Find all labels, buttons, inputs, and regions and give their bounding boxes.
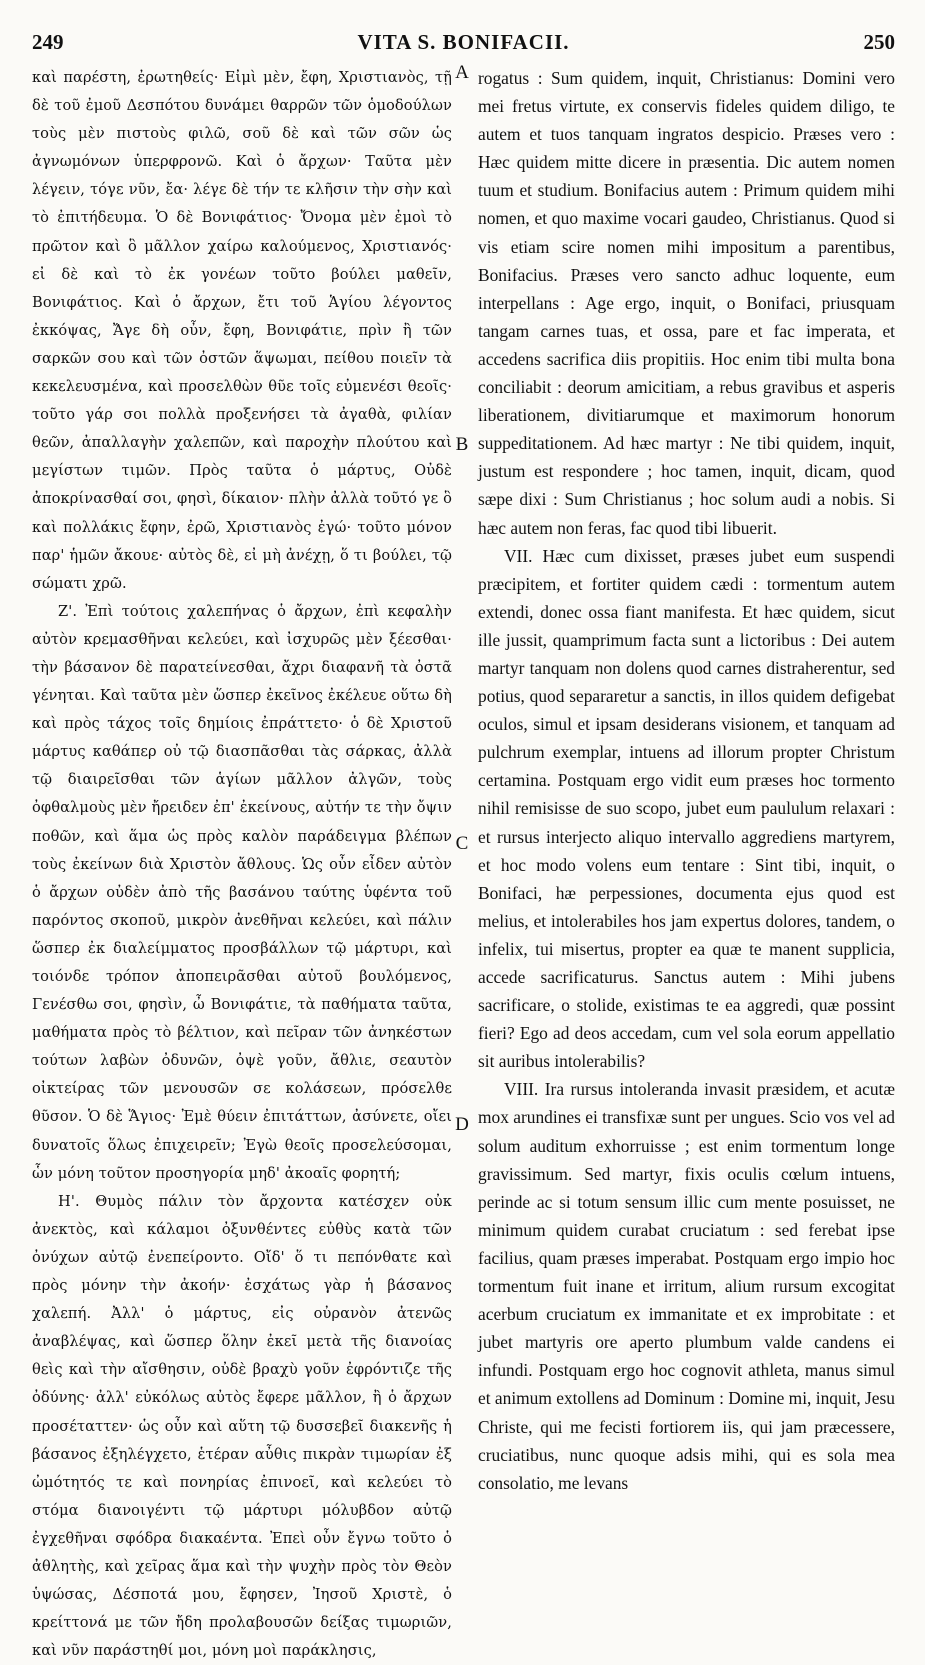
latin-paragraph-1: rogatus : Sum quidem, inquit, Christianus: Domini vero mei fretus virtute, ex conservis fideles quidem diligo, te autem et tuos tanquam ingratos despicio. Præses vero : Hæc quidem mitte dicere in præsentia. Dic autem nomen tuum et studium. Bonifacius autem : Primum quidem mihi nomen, et quo maxime vocari gaudeo, Christianus. Quod si vis etiam scire nomen mihi impositum a parentibus, Bonifacius. Præses vero sancto adhuc loquente, eum interpellans : Age ergo, inquit, o Bonifaci, priusquam tangam carnes tuas, et ossa, pare et fac imperata, et accedens sacrifica diis propitiis. Hoc enim tibi multa bona conciliabit : deorum amicitiam, a rebus gravibus et asperis liberationem, divitiarumque et maximorum honorum suppeditationem. Ad hæc martyr : Ne tibi quidem, inquit, justum est respondere ; hoc tamen, inquit, dicam, quod sæpe dixi : Sum Christianus ; hoc solum audi a nobis. Si hæc autem non feras, fac quod tibi libuerit.: [478, 68, 895, 538]
page-number-left: 249: [32, 30, 64, 54]
greek-paragraph-7: Ζ'. Ἐπὶ τούτοις χαλεπήνας ὁ ἄρχων, ἐπὶ κεφαλὴν αὐτὸν κρεμασθῆναι κελεύει, καὶ ἰσχυρῶς μὲν ξέεσθαι· τὴν βάσανον δὲ παρατείνεσθαι, ἄχρι διαφανῆ τὰ ὀστᾶ γένηται. Καὶ ταῦτα μὲν ὥσπερ ἐκεῖνος ἐκέλευε οὕτω δὴ καὶ πρὸς τάχος τοῖς δημίοις ἐπράττετο· ὁ δὲ Χριστοῦ μάρτυς καθάπερ οὐ τῷ διασπᾶσθαι τὰς σάρκας, ἀλλὰ τῷ διαιρεῖσθαι τῶν ἁγίων μᾶλλον ἀλγῶν, τοὺς ὀφθαλμοὺς μὲν ἤρειδεν ἐπ' ἐκείνους, αὐτήν τε τὴν ὄψιν ποθῶν, καὶ ἅμα ὡς πρὸς καλὸν παράδειγμα βλέπων τοὺς ἐκείνων διὰ Χριστὸν ἄθλους. Ὡς οὖν εἶδεν αὐτὸν ὁ ἄρχων οὐδὲν ἀπὸ τῆς βασάνου ταύτης ὑφέντα τοῦ παρόντος σκοποῦ, μικρὸν ἀνεθῆναι κελεύει, καὶ πάλιν ὥσπερ ἐκ διαλείμματος προσβάλλων τῷ μάρτυρι, καὶ τοιόνδε τρόπον ἀποπειρᾶσθαι αὐτοῦ βουλόμενος, Γενέσθω σοι, φησὶν, ὦ Βονιφάτιε, τὰ παθήματα ταῦτα, μαθήματα πρὸς τὸ βέλτιον, καὶ πεῖραν τῶν ἀνηκέστων τούτων λαβὼν ὀδυνῶν, ὀψὲ γοῦν, ἄθλιε, σεαυτὸν οἰκτείρας τῶν μενουσῶν σε κολάσεων, πρόσελθε θῦσον. Ὁ δὲ Ἅγιος· Ἐμὲ θύειν ἐπιτάττων, ἀσύνετε, οἴει δυνατοῖς ὅλως ἐπιχειρεῖν; Ἐγὼ θεοῖς προσελεύσομαι, ὧν μόνη τοῦτον προσηγορία μηδ' ἀκοαῖς φορητή;: [32, 602, 452, 1182]
running-title: VITA S. BONIFACII.: [357, 30, 570, 54]
section-marker-c: C: [455, 833, 469, 854]
section-marker-d: D: [455, 1114, 469, 1135]
running-header: [32, 30, 895, 60]
latin-column: [478, 64, 895, 1497]
greek-paragraph-8: Η'. Θυμὸς πάλιν τὸν ἄρχοντα κατέσχεν οὐκ ἀνεκτὸς, καὶ κάλαμοι ὀξυνθέντες εὐθὺς κατὰ τῶν ὀνύχων αὐτῷ ἐνεπείροντο. Οἴδ' ὅ τι πεπόνθατε καὶ πρὸς μόνην τὴν ἀκοήν· ἐσχάτως γὰρ ἡ βάσανος χαλεπή. Ἀλλ' ὁ μάρτυς, εἰς οὐρανὸν ἀτενῶς ἀναβλέψας, καὶ ὥσπερ ὅλην ἐκεῖ μετὰ τῆς διανοίας θεὶς καὶ τὴν αἴσθησιν, οὐδὲ βραχὺ γοῦν ἐφρόντιζε τῆς ὀδύνης· ἀλλ' εὐκόλως αὐτὸς ἔφερε μᾶλλον, ἢ ὁ ἄρχων προσέταττεν· ὡς οὖν καὶ αὕτη τῷ δυσσεβεῖ διακενῆς ἡ βάσανος ἐξηλέγχετο, ἑτέραν αὖθις πικρὰν τιμωρίαν ἐξ ὠμότητός τε καὶ πονηρίας ἐπινοεῖ, καὶ κελεύει τὸ στόμα διανοιγέντι τῷ μάρτυρι μόλυβδον αὐτῷ ἐγχεθῆναι σφόδρα διακαέντα. Ἐπεὶ οὖν ἔγνω τοῦτο ὁ ἀθλητὴς, καὶ χεῖρας ἅμα καὶ τὴν ψυχὴν πρὸς τὸν Θεὸν ὑψώσας, Δέσποτά μου, ἔφησεν, Ἰησοῦ Χριστὲ, ὁ κρείττονά με τῶν ἤδη προλαβουσῶν δείξας τιμωριῶν, καὶ νῦν παράστηθί μοι, μόνη μοὶ παράκλησις,: [32, 1192, 452, 1660]
greek-paragraph-1: καὶ παρέστη, ἐρωτηθείς· Εἰμὶ μὲν, ἔφη, Χριστιανὸς, τῇ δὲ τοῦ ἐμοῦ Δεσπότου δυνάμει θαρρῶν τῶν ὁμοδούλων τοὺς μὲν πιστοὺς φιλῶ, σοῦ δὲ καὶ τῶν σῶν ὡς ἀγνωμόνων ὑπερφρονῶ. Καὶ ὁ ἄρχων· Ταῦτα μὲν λέγειν, τόγε νῦν, ἔα· λέγε δὲ τήν τε κλῆσιν τὴν σὴν καὶ τὸ ἐπιτήδευμα. Ὁ δὲ Βονιφάτιος· Ὄνομα μὲν ἐμοὶ τὸ πρῶτον καὶ ὃ μᾶλλον χαίρω καλούμενος, Χριστιανός· εἰ δὲ καὶ τὸ ἐκ γονέων τοῦτο βούλει μαθεῖν, Βονιφάτιος. Καὶ ὁ ἄρχων, ἔτι τοῦ Ἁγίου λέγοντος ἐκκόψας, Ἄγε δὴ οὖν, ἔφη, Βονιφάτιε, πρὶν ἢ τῶν σαρκῶν σου καὶ τῶν ὀστῶν ἅψωμαι, πείθου ποιεῖν τὰ κεκελευσμένα, καὶ προσελθὼν θῦε τοῖς εὐμενέσι θεοῖς· τοῦτο γάρ σοι πολλὰ προξενήσει τὰ ἀγαθὰ, φιλίαν θεῶν, ἀπαλλαγὴν χαλεπῶν, καὶ παροχὴν πλούτου καὶ μεγίστων τιμῶν. Πρὸς ταῦτα ὁ μάρτυς, Οὐδὲ ἀποκρίνασθαί σοι, φησὶ, δίκαιον· πλὴν ἀλλὰ τοῦτό γε ὃ καὶ πολλάκις ἔφην, ἐρῶ, Χριστιανὸς ἐγώ· τοῦτο μόνον παρ' ἡμῶν ἄκουε· αὐτὸς δὲ, εἰ μὴ ἀνέχῃ, ὅ τι βούλει, τῷ σώματι χρῶ.: [32, 69, 452, 592]
section-marker-b: B: [455, 434, 469, 455]
latin-paragraph-7: VII. Hæc cum dixisset, præses jubet eum suspendi præcipitem, et fortiter quidem cædi : tormentum autem extendi, donec ossa fiant manifesta. Et hæc quidem, sicut ille jussit, quamprimum facta sunt a lictoribus : Dei autem martyr tanquam non dolens quod carnes distraherentur, sed potius, quod separaretur a sanctis, in illos quidem defigebat oculos, simul et ipsam desiderans visionem, et tanquam ad pulchrum exemplar, intuens ad illorum propter Christum certamina. Postquam ergo vidit eum præses hoc tormento nihil remisisse de suo scopo, jubet eum paululum relaxari : et rursus interjecto aliquo intervallo aggrediens martyrem, et hoc modo volens eum tentare : Sint tibi, inquit, o Bonifaci, hæ perpessiones, documenta ejus quod est melius, et intolerabiles hos jam expertus dolores, tandem, o infelix, tui misertus, propter ea quæ te manent supplicia, accede sacrificaturus. Sanctus autem : Mihi jubens sacrificare, o stolide, existimas te ea aggredi, quæ possint fieri? Ego ad deos accedam, cum vel sola eorum appellatio sit auribus intolerabilis?: [478, 545, 895, 1072]
section-marker-a: A: [455, 62, 469, 83]
greek-column: [32, 64, 452, 1665]
page-number-right: 250: [863, 30, 895, 54]
latin-paragraph-8: VIII. Ira rursus intoleranda invasit præsidem, et acutæ mox arundines ei transfixæ sunt per ungues. Scio vos vel ad solum auditum exhorruisse ; est enim tormentum longe gravissimum. Sed martyr, fixis oculis cœlum intuens, perinde ac si totum sensum illic cum mente posuisset, ne minimum quidem curabat cruciatum : sed ferebat ipse facilius, quam præses imperabat. Postquam ergo impio hoc tormentum fuit inane et irritum, alium rursum excogitat acerbum cruciatum ex immanitate et ex improbitate : et jubet martyris ore aperto plumbum valde candens ei infundi. Postquam ergo hoc cognovit athleta, manus simul et animum extollens ad Dominum : Domine mi, inquit, Jesu Christe, qui me fecisti fortiorem iis, qui jam præcessere, cruciatibus, nunc quoque adsis mihi, qui es sola mea consolatio, me levans: [478, 1079, 895, 1493]
